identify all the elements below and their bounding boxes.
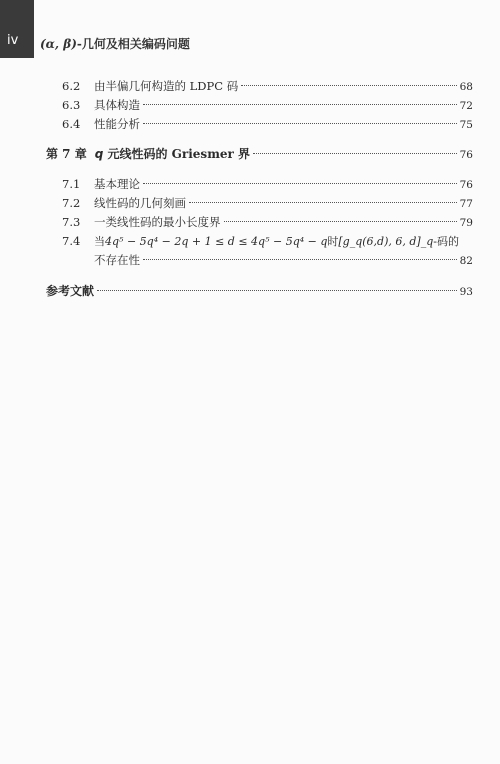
- toc-number: 6.4: [62, 117, 81, 131]
- running-header: [40, 35, 190, 52]
- toc-page: 93: [459, 286, 473, 298]
- page-number: iv: [7, 33, 19, 48]
- toc-page: 75: [459, 119, 473, 131]
- toc-title: 一类线性码的最小长度界: [94, 215, 221, 229]
- toc-page: 68: [459, 81, 473, 93]
- toc-title: [94, 234, 459, 250]
- toc-title-prefix: 当: [94, 235, 105, 248]
- toc-title: 线性码的几何刻画: [94, 196, 186, 210]
- toc-entry-7-2[interactable]: [46, 195, 473, 211]
- toc-title: 不存在性: [94, 253, 140, 267]
- toc-title: 性能分析: [94, 117, 140, 131]
- toc-number: 7.1: [62, 177, 81, 191]
- toc-title: 参考文献: [46, 284, 95, 298]
- toc-page: 77: [459, 198, 473, 210]
- toc-entry-7-4[interactable]: [46, 233, 473, 249]
- toc-chapter-7[interactable]: [46, 146, 473, 162]
- toc-leader: [143, 123, 457, 124]
- toc-page: 82: [459, 255, 473, 267]
- toc-leader: [143, 104, 457, 105]
- toc-page: 79: [459, 217, 473, 229]
- toc-entry-6-2[interactable]: [46, 78, 473, 94]
- toc-references[interactable]: [46, 283, 473, 299]
- running-header-text: -几何及相关编码问题: [76, 37, 190, 51]
- toc-chapter-title-rest: 元线性码的 Griesmer 界: [103, 147, 251, 161]
- toc-leader: [97, 290, 457, 291]
- toc-entry-6-4[interactable]: [46, 116, 473, 132]
- page-number-tab: [0, 0, 34, 58]
- toc-entry-6-3[interactable]: [46, 97, 473, 113]
- toc-title-suffix: -码的: [433, 235, 459, 248]
- toc-leader: [189, 202, 457, 203]
- toc-entry-7-1[interactable]: [46, 176, 473, 192]
- toc-number: 7.4: [62, 234, 81, 248]
- toc-page: 72: [459, 100, 473, 112]
- toc-number: 7.3: [62, 215, 81, 229]
- toc-number: 6.2: [62, 79, 81, 93]
- toc-chapter-title: [95, 146, 250, 162]
- toc-entry-7-3[interactable]: [46, 214, 473, 230]
- toc-number: 6.3: [62, 98, 81, 112]
- toc-title-mid: 时: [327, 235, 339, 248]
- toc-leader: [241, 85, 456, 86]
- toc-title: 基本理论: [94, 177, 140, 191]
- toc-entry-7-4-continued[interactable]: [46, 252, 473, 268]
- toc-title-formula: 4q⁵ − 5q⁴ − 2q + 1 ≤ d ≤ 4q⁵ − 5q⁴ − q: [105, 235, 328, 248]
- toc-chapter-title-q: q: [94, 147, 104, 161]
- toc-chapter-number: 第 7 章: [46, 147, 87, 161]
- toc-leader: [143, 183, 457, 184]
- toc-title-code: [g_q(6,d), 6, d]_q: [338, 235, 434, 248]
- toc-number: 7.2: [62, 196, 81, 210]
- toc-title: 由半偏几何构造的 LDPC 码: [94, 79, 239, 93]
- toc-leader: [253, 153, 457, 154]
- toc-leader: [143, 259, 457, 260]
- toc-title: 具体构造: [94, 98, 140, 112]
- toc-page: 76: [459, 149, 473, 161]
- running-header-math: (α, β): [40, 37, 77, 51]
- toc-page: 76: [459, 179, 473, 191]
- toc-leader: [224, 221, 457, 222]
